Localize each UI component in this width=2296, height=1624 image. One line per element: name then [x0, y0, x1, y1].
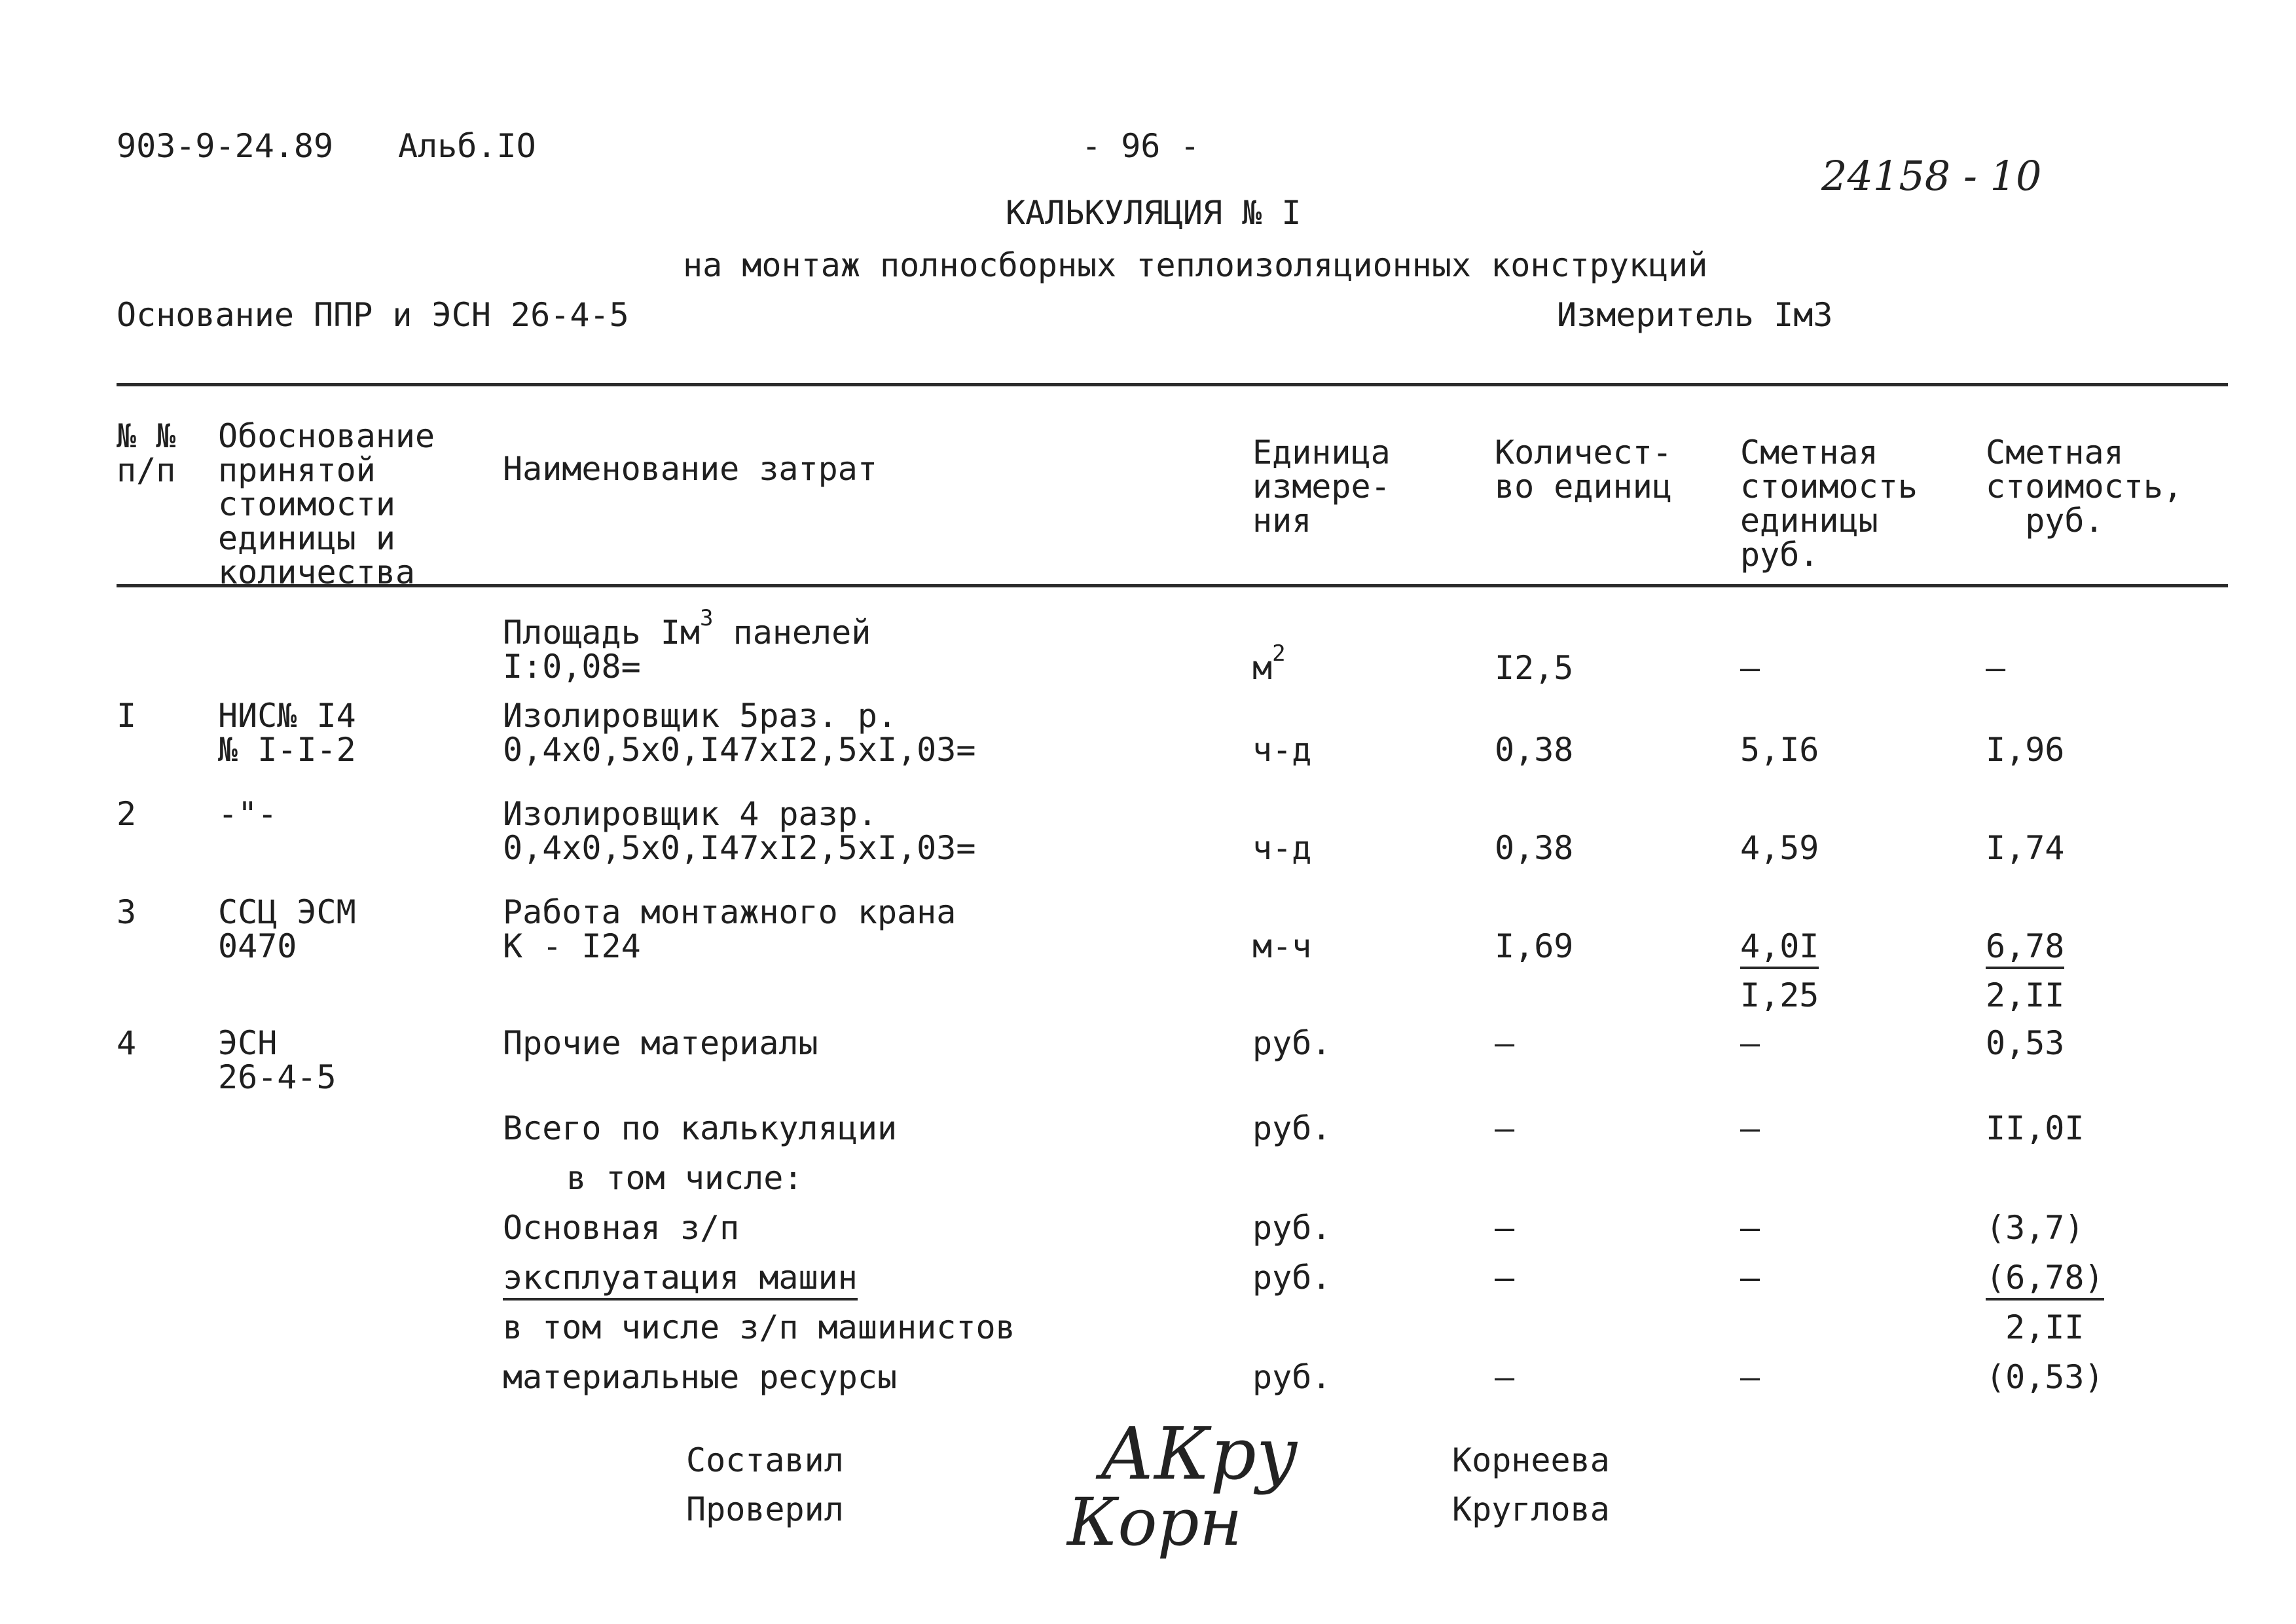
header-unit: Единица измере- ния	[1252, 434, 1391, 540]
unit: ч-д	[1252, 731, 1312, 769]
basis-ref: 26-4-5	[218, 1058, 337, 1096]
total-cost: 2,II	[2005, 1308, 2085, 1346]
unit: руб.	[1252, 1358, 1332, 1396]
unit: руб.	[1252, 1024, 1332, 1062]
quantity: 0,38	[1495, 829, 1574, 867]
cost-name: Изолировщик 4 разр.	[503, 795, 877, 833]
unit: $м^2$	[1252, 640, 1286, 687]
unit-cost: –	[1740, 1259, 1760, 1297]
basis: -"-	[218, 795, 278, 833]
unit: руб.	[1252, 1209, 1332, 1247]
quantity: I2,5	[1495, 649, 1574, 687]
checked-by-label: Проверил	[686, 1490, 844, 1528]
measure-unit: Измеритель Iм3	[1557, 296, 1833, 334]
album-number: Альб.IO	[398, 127, 536, 165]
total-cost: (3,7)	[1986, 1209, 2085, 1247]
total-cost: I,74	[1986, 829, 2065, 867]
quantity: –	[1495, 1358, 1515, 1396]
page-title: КАЛЬКУЛЯЦИЯ № I	[1006, 194, 1302, 232]
unit-cost: –	[1740, 1358, 1760, 1396]
quantity: –	[1495, 1209, 1515, 1247]
unit-cost: 4,0I	[1740, 930, 1819, 963]
cost-name: Работа монтажного крана	[503, 893, 957, 931]
item-number: 2	[117, 795, 137, 833]
header-basis: Обоснование принятой стоимости единицы и количества	[218, 417, 435, 591]
quantity: –	[1495, 1259, 1515, 1297]
header-unit-cost: Сметная стоимость единицы руб.	[1740, 434, 1918, 574]
unit-cost-wage: I,25	[1740, 976, 1819, 1014]
total-cost: 6,78	[1986, 930, 2064, 963]
item-number: 3	[117, 893, 137, 931]
summary-name: Всего по калькуляции	[503, 1109, 898, 1147]
checked-signature: Корн	[1067, 1484, 1243, 1560]
basis: ЭСН	[218, 1024, 278, 1062]
quantity: 0,38	[1495, 731, 1574, 769]
total-cost: (6,78)	[1986, 1261, 2104, 1294]
quantity: I,69	[1495, 927, 1574, 965]
header-quantity: Количест- во единиц	[1495, 434, 1672, 506]
cost-name: Изолировщик 5раз. р.	[503, 697, 898, 735]
unit-cost: –	[1740, 649, 1760, 687]
cost-formula: 0,4x0,5x0,I47xI2,5xI,03=	[503, 731, 976, 769]
basis-ref: 0470	[218, 927, 297, 965]
checked-by-name: Круглова	[1452, 1490, 1610, 1528]
header-item-number: № № п/п	[117, 417, 176, 489]
total-cost: (0,53)	[1986, 1358, 2104, 1396]
inventory-number: 24158 - 10	[1821, 152, 2042, 200]
basis: НИС№ I4	[218, 697, 356, 735]
unit: м-ч	[1252, 927, 1312, 965]
item-number: 4	[117, 1024, 137, 1062]
page-subtitle: на монтаж полносборных теплоизоляционных конструкций	[683, 246, 1708, 284]
unit-cost: 4,59	[1740, 829, 1819, 867]
summary-name: в том числе з/п машинистов	[503, 1308, 1015, 1346]
header-cost-name: Наименование затрат	[503, 450, 877, 488]
document-code: 903-9-24.89	[117, 127, 334, 165]
cost-formula: К - I24	[503, 927, 641, 965]
unit: руб.	[1252, 1109, 1332, 1147]
unit-cost: –	[1740, 1209, 1760, 1247]
total-cost: II,0I	[1986, 1109, 2085, 1147]
summary-name: материальные ресурсы	[503, 1358, 898, 1396]
page-number: - 96 -	[1082, 127, 1200, 165]
unit-cost: –	[1740, 1109, 1760, 1147]
compiled-by-name: Корнеева	[1452, 1441, 1610, 1479]
compiled-by-label: Составил	[686, 1441, 844, 1479]
unit-cost: –	[1740, 1024, 1760, 1062]
cost-name: Прочие материалы	[503, 1024, 818, 1062]
total-cost-wage: 2,II	[1986, 976, 2065, 1014]
summary-name: Основная з/п	[503, 1209, 740, 1247]
cost-formula: 0,4x0,5x0,I47xI2,5xI,03=	[503, 829, 976, 867]
unit-cost: 5,I6	[1740, 731, 1819, 769]
unit: ч-д	[1252, 829, 1312, 867]
basis: ССЦ ЭСМ	[218, 893, 356, 931]
compiled-signature: АКру	[1100, 1412, 1298, 1496]
summary-name: эксплуатация машин	[503, 1261, 858, 1294]
total-cost: 0,53	[1986, 1024, 2065, 1062]
item-number: I	[117, 697, 137, 735]
header-total-cost: Сметная стоимость, руб.	[1986, 434, 2183, 540]
basis-ref: № I-I-2	[218, 731, 356, 769]
quantity: –	[1495, 1024, 1515, 1062]
quantity: –	[1495, 1109, 1515, 1147]
header-bottom-rule	[117, 584, 2228, 587]
basis-line: Основание ППР и ЭСН 26-4-5	[117, 296, 629, 334]
total-cost: I,96	[1986, 731, 2065, 769]
total-cost: –	[1986, 649, 2006, 687]
table-top-rule	[117, 383, 2228, 386]
cost-name: Площадь $Iм^3$ панелей I:0,08=	[503, 605, 871, 686]
unit: руб.	[1252, 1259, 1332, 1297]
summary-name: в том числе:	[527, 1159, 803, 1197]
